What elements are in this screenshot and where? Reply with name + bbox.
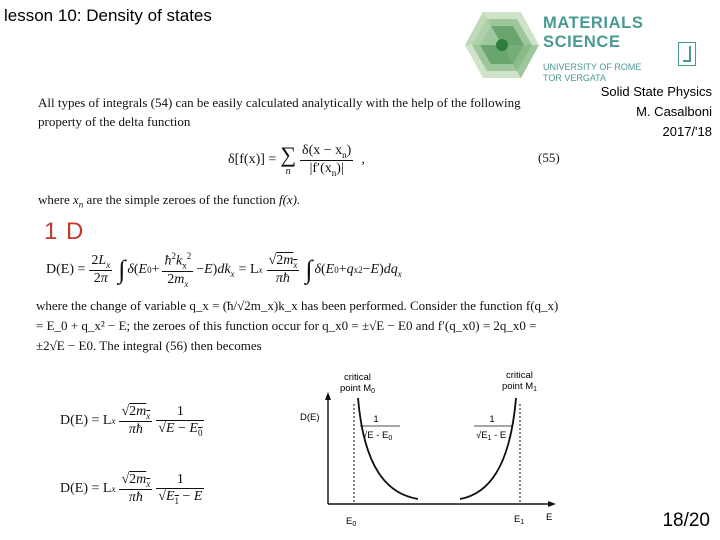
formula-e1-den: $√E_1$ - E <box>476 430 507 442</box>
brand-university-sub: TOR VERGATA <box>543 73 607 83</box>
formula-e1-num: 1 <box>489 414 495 425</box>
tick-e0: $E_0$ <box>346 516 357 528</box>
tick-e1: $E_1$ <box>514 514 525 526</box>
critical-point-m0-line1: critical <box>344 372 371 383</box>
curve-e1 <box>460 398 516 499</box>
y-axis-arrow-icon <box>325 392 331 400</box>
slide-title: lesson 10: Density of states <box>4 6 212 25</box>
equation-result-e1: D(E) = L x $\frac{√2m_x}{\pi ħ}$ $\frac{1}{√E_1 - E}$ <box>60 472 203 506</box>
paragraph-change-of-variable: where the change of variable q_x = (ħ/√2m_x)k_x has been performed. Consider the function f(q_x) = E_0 + q_x² − E; the zeroes of this function occur for q_x0 = ±√E − E0 and f′(q_x0) = 2q_x0 = ±2√E − E0. The integral (56) then becomes <box>36 298 559 353</box>
course-meta <box>601 82 712 142</box>
paragraph-delta-property: All types of integrals (54) can be easily calculated analytically with the help of the following property of the delta function <box>38 95 521 129</box>
eq55-lhs: δ[f(x)] = <box>228 152 277 167</box>
page-number: 18/20 <box>662 510 710 531</box>
critical-point-m0-line2: point $M_0$ <box>340 383 376 395</box>
curve-e0 <box>358 398 418 499</box>
formula-e0-num: 1 <box>373 414 379 425</box>
section-heading-1d: 1 D <box>44 218 85 245</box>
x-axis-label: E <box>546 512 553 523</box>
academic-year: 2017/'18 <box>662 124 712 139</box>
equation-55: δ[f(x)] = ∑ n $\frac{\delta(x - x_n)}{|f'(x_n)|}$ , <box>228 141 365 178</box>
eq56-mid: = L <box>238 262 259 277</box>
equation-56: D(E) = $\frac{2L_x}{2\pi}$ ∫ δ ( E 0 + $\frac{ħ^2k_x^2}{2m_x}$ − E ) $dk_x$ = L x $\frac{√2m_x}{\pi ħ}$ ∫ δ ( E 0 + q x 2 − E ) $dq_x$ <box>46 251 402 289</box>
author: M. Casalboni <box>636 104 712 119</box>
critical-point-m1-line1: critical <box>506 370 533 381</box>
equation-result-e0: D(E) = L x $\frac{√2m_x}{\pi ħ}$ $\frac{1}{√E - E_0}$ <box>60 404 203 438</box>
materials-science-logo-icon <box>463 10 541 80</box>
eq56-lhs: D(E) = <box>46 262 86 277</box>
dos-critical-points-figure <box>292 368 572 530</box>
brand-title: MATERIALS SCIENCE <box>543 14 644 51</box>
eq55-number: (55) <box>538 150 560 165</box>
critical-point-m1-line2: point $M_1$ <box>502 381 538 393</box>
formula-e0-den: $√E - E_0$ <box>362 430 393 442</box>
y-axis-label: D(E) <box>300 412 320 423</box>
eq55-sum: ∑ n <box>280 141 296 177</box>
university-mark-icon <box>678 42 696 66</box>
eq55-fraction: $\frac{\delta(x - x_n)}{|f'(x_n)|}$ <box>302 142 352 178</box>
x-axis-arrow-icon <box>548 501 556 507</box>
brand-university: UNIVERSITY OF ROME <box>543 62 642 72</box>
course-name: Solid State Physics <box>600 84 712 99</box>
paragraph-simple-zeroes: where $x_n$ are the simple zeroes of the function f(x). <box>38 192 301 210</box>
